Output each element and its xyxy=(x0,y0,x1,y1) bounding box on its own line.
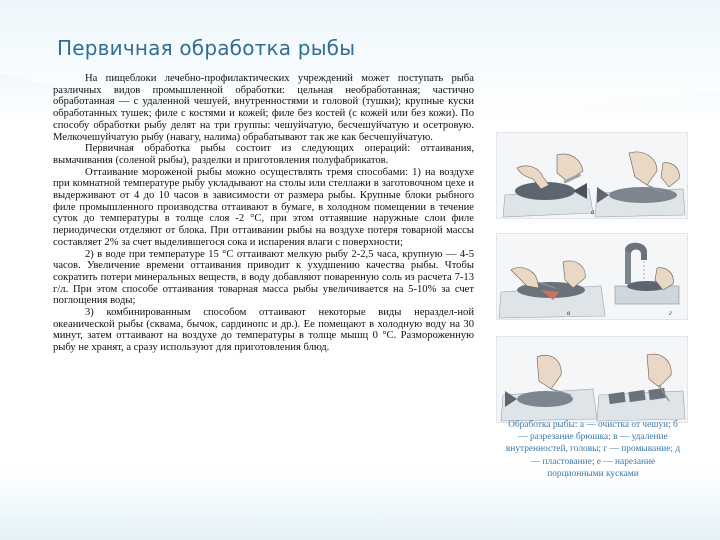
illustration-filleting-portioning xyxy=(496,336,688,423)
figure-caption: Обработка рыбы: а — очистка от чешуи; б — разрезание брюшка; в — удаление внутренностей, головы; г — промывание; д — пластование; е — нарезание порционными кусками xyxy=(505,420,681,479)
illustration-scaling-and-gutting xyxy=(496,132,688,219)
figure-letter: в xyxy=(567,309,571,317)
page-title: Первичная обработка рыбы xyxy=(57,36,356,60)
illustration-removing-innards-washing xyxy=(496,233,688,320)
paragraph: 3) комбинированным способом оттаивают некоторые виды нераздел-ной океанической рыбы (сквама, бычок, сардинопс и др.). Ее помещают в холодную воду на 30 минут, затем оттаивают на воздухе до температуры в толще мышц 0 °С. Размороженную рыбу не хранят, а сразу используют для приготовления блюд. xyxy=(53,307,474,354)
paragraph: На пищеблоки лечебно-профилактических учреждений может поступать рыба различных видов промышленной обработки: цельная необработанная; частично обработанная — с удаленной чешуей, внутренностями и головой (тушки); крупные куски обработанных тушек; филе с костями и кожей; филе без костей (с кожей или без кожи). По способу обработки рыбу делят на три группы: чешуйчатую, бесчешуйчатую и осетровую. Мелкочешуйчатую рыбу (навагу, налима) обрабатывают так же как бесчешуйчатую. xyxy=(53,73,474,143)
body-text xyxy=(53,73,474,354)
paragraph: 2) в воде при температуре 15 °С оттаивают мелкую рыбу 2-2,5 часа, крупную — 4-5 часов. Увеличение времени оттаивания приводит к ухудшению качества рыбы. Чтобы сократить потери минеральных веществ, в воду добавляют поваренную соль из расчета 7-13 г/л. При этом способе оттаивания товарная масса рыбы увеличивается на 5-10% за счет поглощения воды; xyxy=(53,248,474,307)
figure-letter: г xyxy=(669,309,672,317)
footer-background xyxy=(0,470,720,540)
paragraph: Оттаивание мороженой рыбы можно осуществлять тремя способами: 1) на воздухе при комнатной температуре рыбу укладывают на столы или стеллажи в заготовочном цехе и выдерживают от 4 до 10 часов в зависимости от размера рыбы. Крупные блоки рыбного филе промышленного производства оттаивают в бумаге, в холодном помещении в течение суток до температуры в толще слоя -2 °С, при этом оттаявшие наружные слои филе периодически отделяют от блока. При оттаивании рыбы на воздухе потеря товарной массы составляет 2% за счет выделившегося сока и испарения влаги с поверхности; xyxy=(53,166,474,248)
figure-letter: а xyxy=(591,208,595,216)
paragraph: Первичная обработка рыбы состоит из следующих операций: оттаивания, вымачивания (соленой рыбы), разделки и приготовления полуфабрикатов. xyxy=(53,143,474,166)
